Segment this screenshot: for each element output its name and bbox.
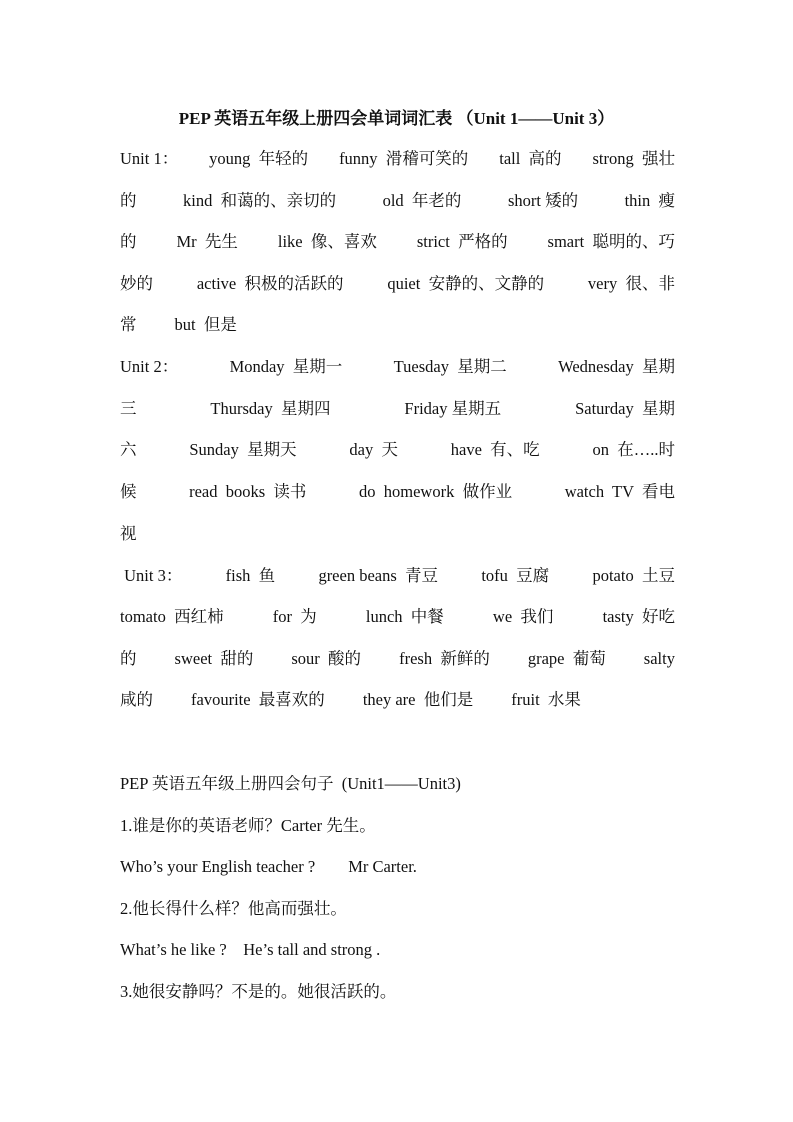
vocab-entry: Mr 先生: [176, 232, 238, 251]
vocab-title: PEP 英语五年级上册四会单词词汇表 （Unit 1——Unit 3）: [178, 109, 615, 128]
vocab-entry: they are 他们是: [362, 690, 474, 709]
vocab-entry: active 积极的活跃的: [196, 274, 344, 293]
vocab-entry: 妙的: [120, 274, 153, 293]
vocab-entry: old 年老的: [382, 191, 462, 210]
vocab-entry: very 很、非: [587, 274, 675, 293]
vocab-entry: Unit 1：: [120, 149, 179, 168]
vocab-entry: strong 强壮: [592, 149, 675, 168]
vocab-line: [120, 189, 675, 213]
vocab-entry: quiet 安静的、文静的: [387, 274, 545, 293]
vocab-entry: kind 和蔼的、亲切的: [183, 191, 337, 210]
vocab-entry: sweet 甜的: [174, 649, 254, 668]
vocab-entry: sour 酸的: [291, 649, 362, 668]
vocab-entry: Tuesday 星期二: [393, 357, 507, 376]
vocab-line: [120, 397, 675, 421]
vocab-entry: salty: [643, 649, 675, 668]
vocab-entry: 视: [120, 524, 137, 543]
vocab-entry: tomato 西红柿: [120, 607, 224, 626]
vocab-line: [120, 605, 675, 629]
vocab-entry: Thursday 星期四: [210, 399, 331, 418]
vocab-entry: read books 读书: [189, 482, 307, 501]
vocab-entry: 咸的: [120, 690, 153, 709]
vocab-entry: fresh 新鲜的: [399, 649, 490, 668]
vocab-entry: Unit 3：: [120, 566, 183, 585]
vocab-entry: Monday 星期一: [229, 357, 343, 376]
vocab-entry: tofu 豆腐: [481, 566, 550, 585]
vocab-entry: watch TV 看电: [564, 482, 675, 501]
vocab-line: [120, 147, 675, 171]
vocab-entry: 的: [120, 191, 137, 210]
vocab-entry: for 为: [272, 607, 317, 626]
vocab-entry: do homework 做作业: [359, 482, 513, 501]
vocab-entry: 六: [120, 440, 137, 459]
sentences-title: PEP 英语五年级上册四会句子 (Unit1——Unit3): [120, 774, 461, 793]
vocab-entry: tasty 好吃: [602, 607, 675, 626]
sentence-line: 1.谁是你的英语老师？Carter 先生。: [120, 816, 376, 835]
vocab-entry: tall 高的: [499, 149, 562, 168]
vocab-entry: 候: [120, 482, 137, 501]
vocab-line: [120, 230, 675, 254]
sentence-line: What’s he like ? He’s tall and strong .: [120, 940, 381, 959]
vocab-entry: fruit 水果: [511, 690, 581, 709]
vocab-entry: day 天: [349, 440, 398, 459]
vocab-entry: but 但是: [174, 315, 237, 334]
vocab-line: [120, 480, 675, 504]
vocab-entry: young 年轻的: [209, 149, 309, 168]
vocab-line: [120, 688, 675, 712]
vocab-entry: short 矮的: [507, 191, 579, 210]
vocab-entry: strict 严格的: [416, 232, 508, 251]
vocab-entry: like 像、喜欢: [277, 232, 377, 251]
vocab-entry: lunch 中餐: [365, 607, 444, 626]
vocab-entry: Saturday 星期: [575, 399, 675, 418]
vocab-entry: on 在…..时: [592, 440, 675, 459]
vocab-entry: Friday 星期五: [404, 399, 502, 418]
vocab-line: [120, 564, 675, 588]
vocab-entry: favourite 最喜欢的: [191, 690, 325, 709]
vocab-entry: fish 鱼: [225, 566, 276, 585]
vocab-entry: smart 聪明的、巧: [547, 232, 675, 251]
vocab-entry: funny 滑稽可笑的: [339, 149, 469, 168]
vocab-entry: potato 土豆: [592, 566, 675, 585]
sentence-line: 2.他长得什么样？他高而强壮。: [120, 899, 347, 918]
vocab-entry: Unit 2：: [120, 357, 179, 376]
vocab-line: [120, 272, 675, 296]
vocab-line: [120, 355, 675, 379]
vocab-line: [120, 313, 675, 337]
vocab-entry: 三: [120, 399, 137, 418]
vocab-entry: have 有、吃: [450, 440, 540, 459]
vocab-entry: 的: [120, 232, 137, 251]
sentence-line: Who’s your English teacher ? Mr Carter.: [120, 857, 417, 876]
vocab-entry: 的: [120, 649, 137, 668]
vocab-entry: thin 瘦: [624, 191, 675, 210]
vocab-entry: green beans 青豆: [318, 566, 439, 585]
vocab-entry: 常: [120, 315, 137, 334]
sentence-line: 3.她很安静吗？不是的。她很活跃的。: [120, 982, 397, 1001]
vocab-line: [120, 647, 675, 671]
vocab-entry: Sunday 星期天: [189, 440, 297, 459]
vocab-entry: grape 葡萄: [527, 649, 606, 668]
vocab-entry: Wednesday 星期: [558, 357, 675, 376]
vocab-entry: we 我们: [492, 607, 554, 626]
vocab-line: [120, 438, 675, 462]
vocab-line: [120, 522, 675, 546]
